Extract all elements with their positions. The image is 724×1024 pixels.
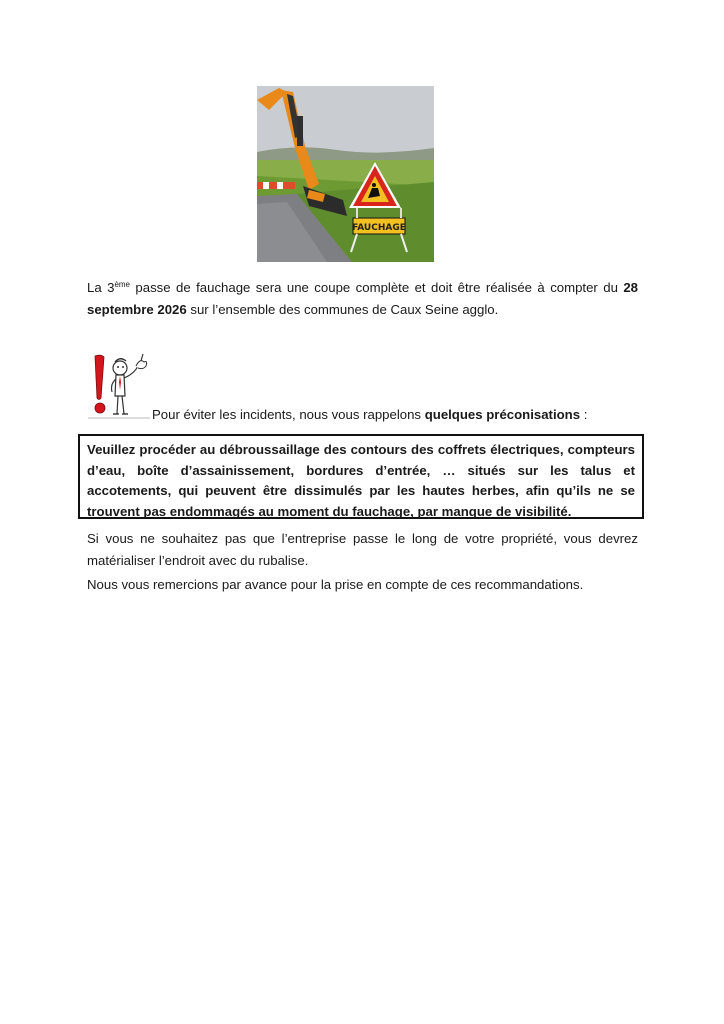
recommendations-intro xyxy=(152,404,587,426)
para1-middle: passe de fauchage sera une coupe complète et doit être réalisée à compter du xyxy=(130,280,624,295)
pass-date: 28 septembre 2026 xyxy=(87,280,639,317)
para1-prefix: La 3 xyxy=(87,280,115,295)
para1-superscript: ème xyxy=(114,280,130,289)
notice-box xyxy=(78,434,644,519)
intro-suffix: : xyxy=(580,407,588,422)
notice-text: Veuillez procéder au débroussaillage des contours des coffrets électriques, compteurs d’eau, boîte d’assainissement, bordures d’entrée, … situés sur les talus et accotements, qui peuvent être dissimulés par les hautes herbes, afin qu’ils ne se trouvent pas endommagés au moment du fauchage, par manque de visibilité. xyxy=(87,442,635,519)
sign-label: FAUCHAGE xyxy=(352,223,406,233)
thanks-paragraph: Nous vous remercions par avance pour la prise en compte de ces recommandations. xyxy=(87,577,584,592)
pass-date-paragraph xyxy=(87,277,638,321)
para1-suffix: sur l’ensemble des communes de Caux Seine agglo. xyxy=(186,302,499,317)
intro-text: Pour éviter les incidents, nous vous rappelons xyxy=(152,407,425,422)
intro-bold: quelques préconisations xyxy=(424,407,581,422)
mowing-photo xyxy=(257,86,434,262)
rubalise-paragraph: Si vous ne souhaitez pas que l’entreprise passe le long de votre propriété, vous devrez matérialiser l’endroit avec du rubalise. xyxy=(87,531,638,568)
warning-character-icon xyxy=(88,352,150,422)
